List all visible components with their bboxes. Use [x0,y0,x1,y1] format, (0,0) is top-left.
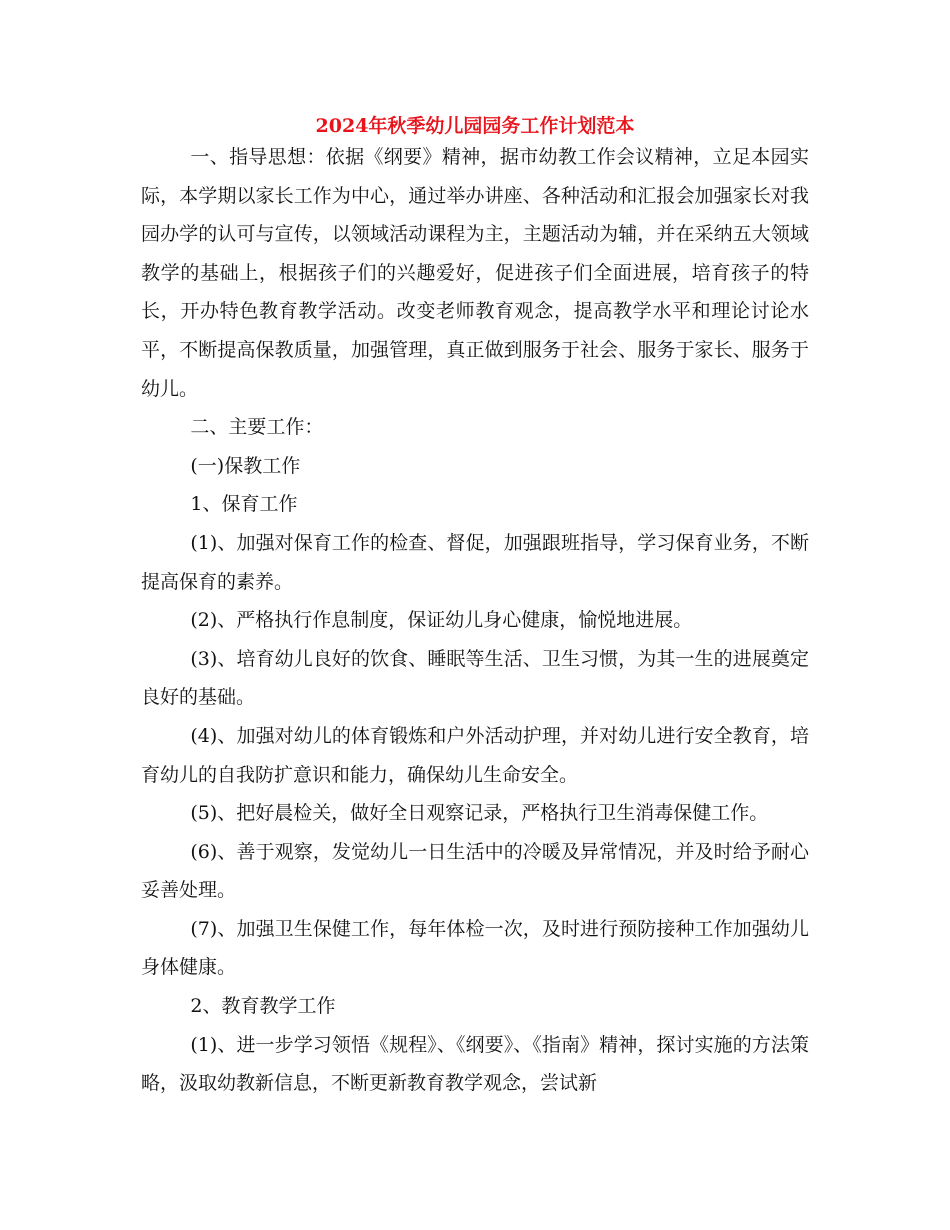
paragraph-care-education-heading: (一)保教工作 [190,454,301,477]
document-body [141,138,809,1103]
paragraph-guiding-ideology: 一、指导思想：依据《纲要》精神，据市幼教工作会议精神，立足本园实际，本学期以家长工作为中心，通过举办讲座、各种活动和汇报会加强家长对我园办学的认可与宣传，以领域活动课程为主，主题活动为辅，并在采纳五大领域教学的基础上，根据孩子们的兴趣爱好，促进孩子们全面进展，培育孩子的特长，开办特色教育教学活动。改变老师教育观念，提高教学水平和理论讨论水平，不断提高保教质量，加强管理，真正做到服务于社会、服务于家长、服务于幼儿。 [141,146,809,400]
paragraph-nursing-item-7: (7)、加强卫生保健工作，每年体检一次，及时进行预防接种工作加强幼儿身体健康。 [141,917,809,979]
paragraph-nursing-item-5: (5)、把好晨检关，做好全日观察记录，严格执行卫生消毒保健工作。 [190,802,769,825]
paragraph-teaching-item-1: (1)、进一步学习领悟《规程》、《纲要》、《指南》精神，探讨实施的方法策略，汲取幼教新信息，不断更新教育教学观念，尝试新 [141,1033,809,1095]
paragraph-nursing-heading: 1、保育工作 [190,493,298,516]
paragraph-nursing-item-3: (3)、培育幼儿良好的饮食、睡眠等生活、卫生习惯，为其一生的进展奠定良好的基础。 [141,647,809,709]
paragraph-nursing-item-4: (4)、加强对幼儿的体育锻炼和户外活动护理，并对幼儿进行安全教育，培育幼儿的自我防扩意识和能力，确保幼儿生命安全。 [141,724,809,786]
paragraph-nursing-item-1: (1)、加强对保育工作的检查、督促，加强跟班指导，学习保育业务，不断提高保育的素养。 [141,531,809,593]
paragraph-main-work-heading: 二、主要工作： [190,416,324,439]
document-title: 2024年秋季幼儿园园务工作计划范本 [315,115,635,137]
paragraph-teaching-heading: 2、教育教学工作 [190,995,336,1018]
paragraph-nursing-item-6: (6)、善于观察，发觉幼儿一日生活中的冷暖及异常情况，并及时给予耐心妥善处理。 [141,840,809,902]
paragraph-nursing-item-2: (2)、严格执行作息制度，保证幼儿身心健康，愉悦地进展。 [190,609,693,632]
